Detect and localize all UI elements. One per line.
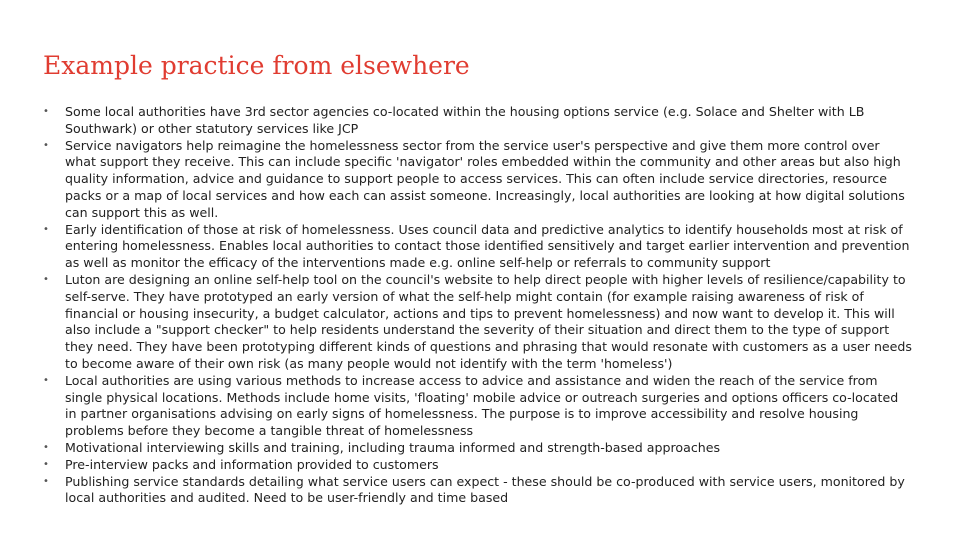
bullet-text: Luton are designing an online self-help tool on the council's website to help direct people with higher levels of resilience/capability to self-serve. They have prototyped an early version of what the self-help might contain (for example raising awareness of risk of financial or housing insecurity, a budget calculator, actions and tips to prevent homelessness) and now want to develop it. This will also include a "support checker" to help residents understand the severity of their situation and direct them to the type of support they need. They have been prototyping different kinds of questions and phrasing that would resonate with customers as a user needs to become aware of their own risk (as many people would not identify with the term 'homeless') [65, 271, 912, 371]
bullet-item [43, 138, 913, 222]
bullet-item [43, 474, 913, 508]
bullet-text: Early identification of those at risk of homelessness. Uses council data and predictive analytics to identify households most at risk of entering homelessness. Enables local authorities to contact those identified sensitively and target earlier intervention and prevention as well as monitor the efficacy of the interventions made e.g. online self-help or referrals to community support [65, 221, 910, 271]
bullet-text: Publishing service standards detailing what service users can expect - these should be co-produced with service users, monitored by local authorities and audited. Need to be user-friendly and time based [65, 473, 905, 506]
bullet-text: Motivational interviewing skills and training, including trauma informed and strength-based approaches [65, 439, 721, 455]
bullet-text: Pre-interview packs and information provided to customers [65, 456, 439, 472]
bullet-text: Local authorities are using various methods to increase access to advice and assistance and widen the reach of the service from single physical locations. Methods include home visits, 'floating' mobile advice or outreach surgeries and options officers co-located in partner organisations advising on early signs of homelessness. The purpose is to improve accessibility and resolve housing problems before they become a tangible threat of homelessness [65, 372, 899, 439]
bullet-icon: • [43, 475, 49, 487]
bullet-text: Service navigators help reimagine the homelessness sector from the service user's perspective and give them more control over what support they receive. This can include specific 'navigator' roles embedded within the community and other areas but also high quality information, advice and guidance to support people to access services. This can often include service directories, resource packs or a map of local services and how each can assist someone. Increasingly, local authorities are looking at how digital solutions can support this as well. [65, 137, 905, 220]
bullet-item [43, 373, 913, 440]
bullet-icon: • [43, 374, 49, 386]
bullet-item [43, 104, 913, 138]
bullet-item [43, 222, 913, 272]
bullet-icon: • [43, 223, 49, 235]
bullet-item [43, 272, 913, 373]
slide-title: Example practice from elsewhere [43, 51, 470, 80]
bullet-text: Some local authorities have 3rd sector agencies co-located within the housing options service (e.g. Solace and Shelter with LB Southwark) or other statutory services like JCP [65, 104, 865, 136]
bullet-icon: • [43, 441, 49, 453]
bullet-item [43, 457, 913, 474]
bullet-icon: • [43, 139, 49, 151]
bullet-icon: • [43, 106, 49, 117]
bullet-item [43, 440, 913, 457]
bullet-list [43, 104, 913, 507]
bullet-icon: • [43, 458, 49, 470]
bullet-icon: • [43, 273, 49, 285]
